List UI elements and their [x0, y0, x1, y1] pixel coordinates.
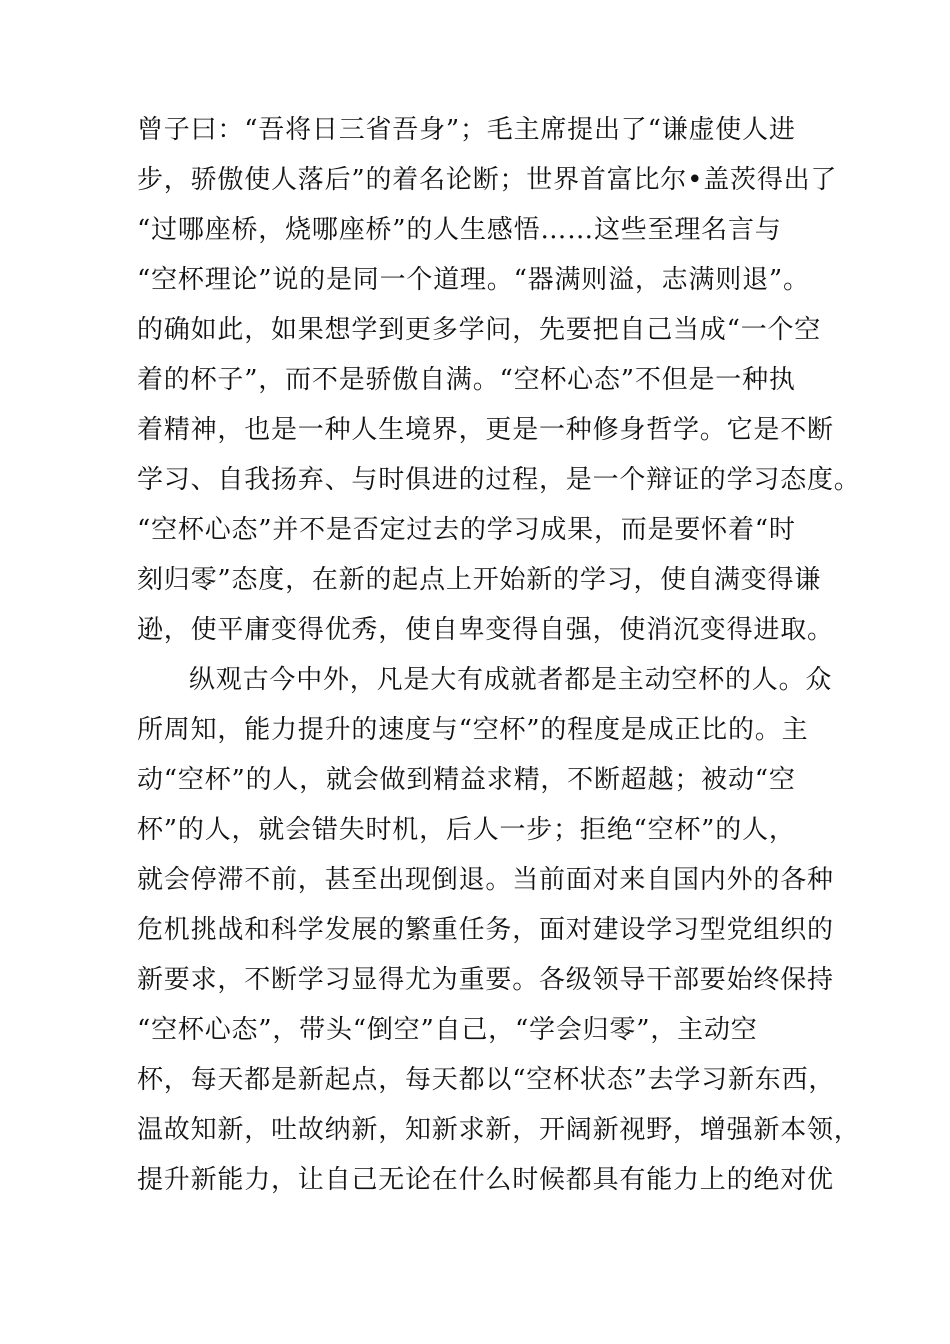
text-line: “过哪座桥，烧哪座桥”的人生感悟……这些至理名言与 [137, 215, 782, 245]
text-line: 杯”的人，就会错失时机，后人一步；拒绝“空杯”的人， [137, 815, 796, 845]
text-line: 杯，每天都是新起点，每天都以“空杯状态”去学习新东西， [137, 1065, 836, 1095]
text-line: 着的杯子”，而不是骄傲自满。“空杯心态”不但是一种执 [137, 365, 796, 395]
text-line: 所周知，能力提升的速度与“空杯”的程度是成正比的。主 [137, 715, 809, 745]
text-line: 的确如此，如果想学到更多学问，先要把自己当成“一个空 [137, 315, 822, 345]
text-line: “空杯理论”说的是同一个道理。“器满则溢，志满则退”。 [137, 265, 810, 295]
text-line: 就会停滞不前，甚至出现倒退。当前面对来自国内外的各种 [137, 865, 834, 895]
text-line: 学习、自我扬弃、与时俱进的过程，是一个辩证的学习态度。 [137, 465, 861, 495]
text-line: 曾子曰：“吾将日三省吾身”；毛主席提出了“谦虚使人进 [137, 115, 796, 145]
text-line: 动“空杯”的人，就会做到精益求精，不断超越；被动“空 [137, 765, 796, 795]
text-line: 刻归零”态度，在新的起点上开始新的学习，使自满变得谦 [137, 565, 822, 595]
text-line: 步，骄傲使人落后”的着名论断；世界首富比尔•盖茨得出了 [137, 165, 838, 195]
text-line: 逊，使平庸变得优秀，使自卑变得自强，使消沉变得进取。 [137, 615, 834, 645]
text-line: 着精神，也是一种人生境界，更是一种修身哲学。它是不断 [137, 415, 834, 445]
text-line: “空杯心态”并不是否定过去的学习成果，而是要怀着“时 [137, 515, 796, 545]
text-line: 新要求，不断学习显得尤为重要。各级领导干部要始终保持 [137, 965, 834, 995]
text-line: 温故知新，吐故纳新，知新求新，开阔新视野，增强新本领， [137, 1115, 861, 1145]
text-line: 危机挑战和科学发展的繁重任务，面对建设学习型党组织的 [137, 915, 834, 945]
text-line: “空杯心态”，带头“倒空”自己，“学会归零”，主动空 [137, 1015, 758, 1045]
text-line: 纵观古今中外，凡是大有成就者都是主动空杯的人。众 [189, 665, 833, 695]
text-line: 提升新能力，让自己无论在什么时候都具有能力上的绝对优 [137, 1165, 834, 1195]
